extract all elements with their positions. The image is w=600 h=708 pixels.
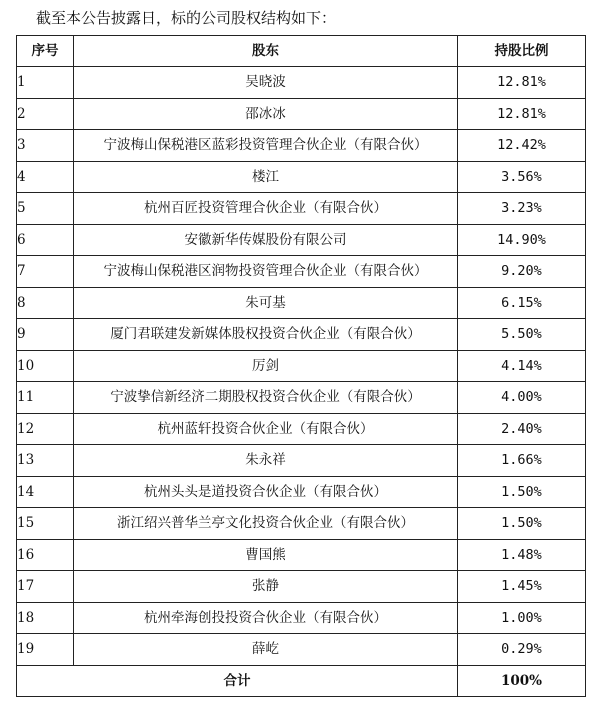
shareholder-name: 张静 — [74, 571, 458, 603]
shareholder-name: 浙江绍兴普华兰亭文化投资合伙企业（有限合伙） — [74, 508, 458, 540]
shareholder-name: 宁波挚信新经济二期股权投资合伙企业（有限合伙） — [74, 382, 458, 414]
row-number: 18 — [17, 602, 74, 634]
share-percentage: 0.29% — [458, 634, 586, 666]
share-percentage: 1.50% — [458, 476, 586, 508]
shareholder-name: 厉剑 — [74, 350, 458, 382]
table-row — [17, 382, 586, 414]
share-percentage: 3.23% — [458, 193, 586, 225]
row-number: 5 — [17, 193, 74, 225]
shareholder-name: 宁波梅山保税港区润物投资管理合伙企业（有限合伙） — [74, 256, 458, 288]
share-percentage: 1.48% — [458, 539, 586, 571]
row-number: 17 — [17, 571, 74, 603]
share-percentage: 14.90% — [458, 224, 586, 256]
table-row — [17, 413, 586, 445]
header-no: 序号 — [17, 36, 74, 67]
table-row — [17, 287, 586, 319]
table-row — [17, 476, 586, 508]
shareholder-name: 宁波梅山保税港区蓝彩投资管理合伙企业（有限合伙） — [74, 130, 458, 162]
row-number: 16 — [17, 539, 74, 571]
row-number: 15 — [17, 508, 74, 540]
table-row — [17, 634, 586, 666]
share-percentage: 4.00% — [458, 382, 586, 414]
table-row — [17, 319, 586, 351]
share-percentage: 2.40% — [458, 413, 586, 445]
table-row — [17, 571, 586, 603]
table-row — [17, 161, 586, 193]
shareholder-name: 杭州头头是道投资合伙企业（有限合伙） — [74, 476, 458, 508]
shareholder-name: 朱可基 — [74, 287, 458, 319]
share-percentage: 4.14% — [458, 350, 586, 382]
shareholder-name: 吴晓波 — [74, 67, 458, 99]
shareholder-name: 邵冰冰 — [74, 98, 458, 130]
row-number: 7 — [17, 256, 74, 288]
table-row — [17, 350, 586, 382]
table-row — [17, 602, 586, 634]
share-percentage: 3.56% — [458, 161, 586, 193]
row-number: 10 — [17, 350, 74, 382]
shareholder-name: 杭州牵海创投投资合伙企业（有限合伙） — [74, 602, 458, 634]
share-percentage: 12.81% — [458, 98, 586, 130]
shareholder-name: 厦门君联建发新媒体股权投资合伙企业（有限合伙） — [74, 319, 458, 351]
row-number: 1 — [17, 67, 74, 99]
row-number: 12 — [17, 413, 74, 445]
intro-text: 截至本公告披露日，标的公司股权结构如下： — [36, 9, 337, 27]
shareholder-name: 曹国熊 — [74, 539, 458, 571]
shareholder-name: 杭州蓝轩投资合伙企业（有限合伙） — [74, 413, 458, 445]
header-shareholder: 股东 — [74, 36, 458, 67]
table-row — [17, 539, 586, 571]
table-row — [17, 256, 586, 288]
shareholder-name: 薛屹 — [74, 634, 458, 666]
share-percentage: 1.45% — [458, 571, 586, 603]
row-number: 14 — [17, 476, 74, 508]
table-row — [17, 508, 586, 540]
share-percentage: 5.50% — [458, 319, 586, 351]
table-row — [17, 130, 586, 162]
shareholding-table — [16, 35, 586, 697]
table-header-row — [17, 36, 586, 67]
total-row — [17, 665, 586, 697]
row-number: 3 — [17, 130, 74, 162]
total-label: 合计 — [17, 665, 458, 697]
share-percentage: 1.66% — [458, 445, 586, 477]
row-number: 2 — [17, 98, 74, 130]
shareholder-name: 安徽新华传媒股份有限公司 — [74, 224, 458, 256]
row-number: 9 — [17, 319, 74, 351]
row-number: 19 — [17, 634, 74, 666]
row-number: 8 — [17, 287, 74, 319]
shareholder-name: 杭州百匠投资管理合伙企业（有限合伙） — [74, 193, 458, 225]
table-row — [17, 98, 586, 130]
share-percentage: 9.20% — [458, 256, 586, 288]
table-row — [17, 224, 586, 256]
header-percentage: 持股比例 — [458, 36, 586, 67]
total-percentage: 100% — [458, 665, 586, 697]
table-row — [17, 67, 586, 99]
table-row — [17, 445, 586, 477]
table-body — [17, 67, 586, 666]
row-number: 13 — [17, 445, 74, 477]
share-percentage: 12.42% — [458, 130, 586, 162]
share-percentage: 12.81% — [458, 67, 586, 99]
shareholder-name: 朱永祥 — [74, 445, 458, 477]
shareholder-name: 楼江 — [74, 161, 458, 193]
table-row — [17, 193, 586, 225]
share-percentage: 1.00% — [458, 602, 586, 634]
row-number: 4 — [17, 161, 74, 193]
row-number: 11 — [17, 382, 74, 414]
share-percentage: 1.50% — [458, 508, 586, 540]
share-percentage: 6.15% — [458, 287, 586, 319]
row-number: 6 — [17, 224, 74, 256]
